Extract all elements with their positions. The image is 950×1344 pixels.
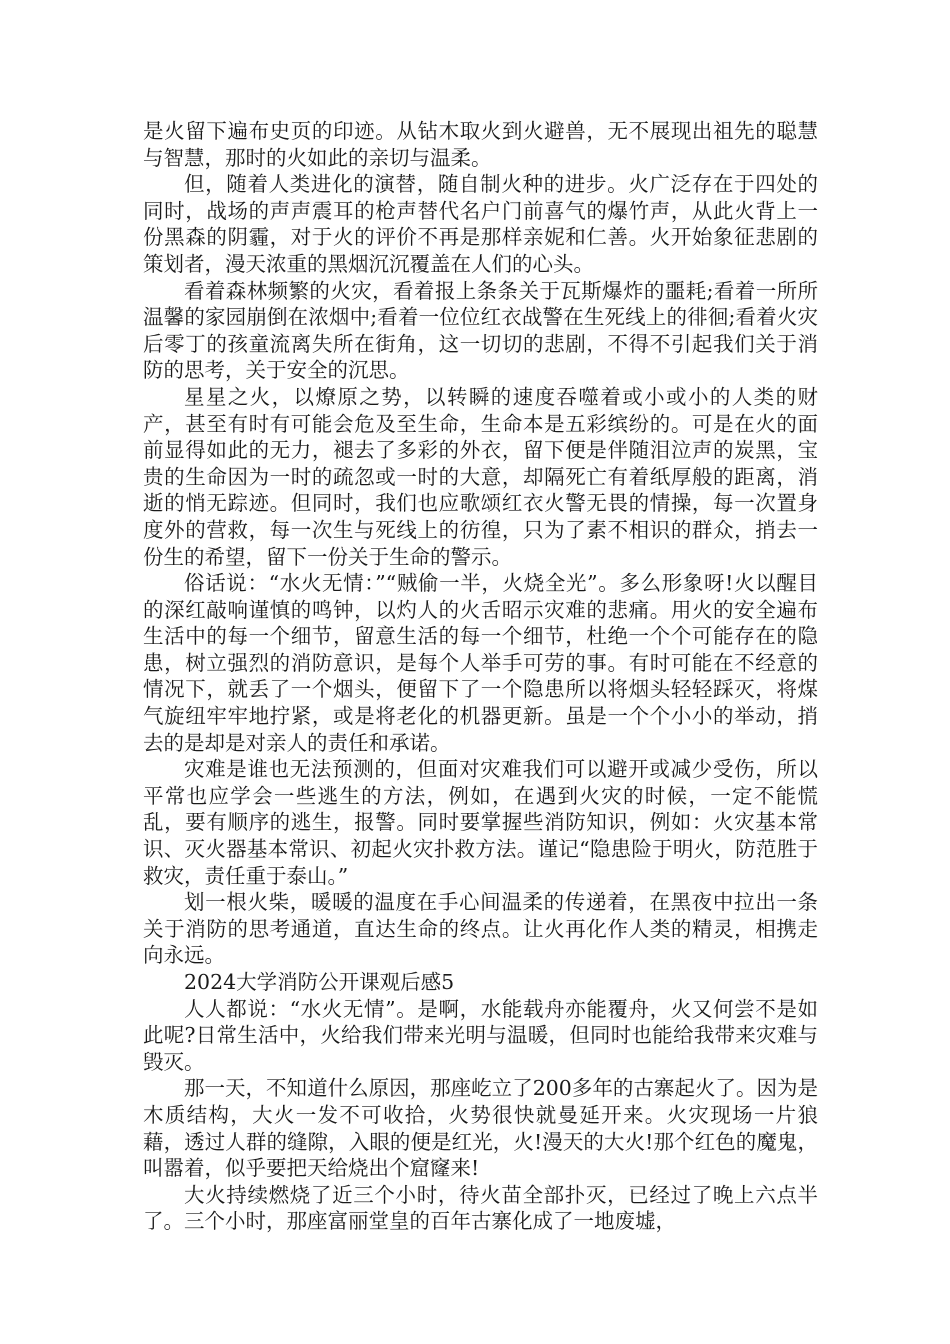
paragraph-6: 灾难是谁也无法预测的，但面对灾难我们可以避开或减少受伤，所以平常也应学会一些逃生的方法，例如，在遇到火灾的时候，一定不能慌乱，要有顺序的逃生，报警。同时要掌握些消防知识，例如：火灾基本常识、灭火器基本常识、初起火灾扑救方法。谨记“隐患险于明火，防范胜于救灾，责任重于泰山。” xyxy=(143,757,818,888)
paragraph-4: 星星之火，以燎原之势，以转瞬的速度吞噬着或小或小的人类的财产，甚至有时有可能会危及至生命，生命本是五彩缤纷的。可是在火的面前显得如此的无力，褪去了多彩的外衣，留下便是伴随泪泣声的炭黑，宝贵的生命因为一时的疏忽或一时的大意，却隔死亡有着纸厚般的距离，消逝的悄无踪迹。但同时，我们也应歌颂红衣火警无畏的情操，每一次置身度外的营救，每一次生与死线上的彷徨，只为了素不相识的群众，捎去一份生的希望，留下一份关于生命的警示。 xyxy=(143,384,818,569)
paragraph-3: 看着森林频繁的火灾，看着报上条条关于瓦斯爆炸的噩耗;看着一所所温馨的家园崩倒在浓烟中;看着一位位红衣战警在生死线上的徘徊;看着火灾后零丁的孩童流离失所在街角，这一切切的悲剧，不得不引起我们关于消防的思考，关于安全的沉思。 xyxy=(143,278,818,383)
paragraph-8: 人人都说：“水火无情”。是啊，水能载舟亦能覆舟，火又何尝不是如此呢?日常生活中，火给我们带来光明与温暖，但同时也能给我带来灾难与毁灭。 xyxy=(143,996,818,1074)
paragraph-2: 但，随着人类进化的演替，随自制火种的进步。火广泛存在于四处的同时，战场的声声震耳的枪声替代名户门前喜气的爆竹声，从此火背上一份黑森的阴霾，对于火的评价不再是那样亲妮和仁善。火开始象征悲剧的策划者，漫天浓重的黑烟沉沉覆盖在人们的心头。 xyxy=(143,172,818,276)
paragraph-10: 大火持续燃烧了近三个小时，待火苗全部扑灭，已经过了晚上六点半了。三个小时，那座富丽堂皇的百年古寨化成了一地废墟， xyxy=(143,1182,818,1234)
paragraph-7: 划一根火柴，暖暖的温度在手心间温柔的传递着，在黑夜中拉出一条关于消防的思考通道，直达生命的终点。让火再化作人类的精灵，相携走向永远。 xyxy=(143,890,818,968)
paragraph-9: 那一天，不知道什么原因，那座屹立了200多年的古寨起火了。因为是木质结构，大火一发不可收拾，火势很快就曼延开来。火灾现场一片狼藉，透过人群的缝隙，入眼的便是红光，火!漫天的大火!那个红色的魔鬼，叫嚣着，似乎要把天给烧出个窟窿来! xyxy=(143,1076,818,1181)
paragraph-5: 俗话说：“水火无情：”“贼偷一半，火烧全光”。多么形象呀!火以醒目的深红敲响谨慎的鸣钟，以灼人的火舌昭示灾难的悲痛。用火的安全遍布生活中的每一个细节，留意生活的每一个细节，杜绝一个个可能存在的隐患，树立强烈的消防意识，是每个人举手可劳的事。有时可能在不经意的情况下，就丢了一个烟头，便留下了一个隐患所以将烟头轻轻踩灭，将煤气旋纽牢牢地拧紧，或是将老化的机器更新。虽是一个个小小的举动，捎去的是却是对亲人的责任和承诺。 xyxy=(143,571,818,755)
document-page xyxy=(143,118,818,1235)
section-title: 2024大学消防公开课观后感5 xyxy=(184,970,455,994)
paragraph-1: 是火留下遍布史页的印迹。从钻木取火到火避兽，无不展现出祖先的聪慧与智慧，那时的火如此的亲切与温柔。 xyxy=(143,119,818,170)
